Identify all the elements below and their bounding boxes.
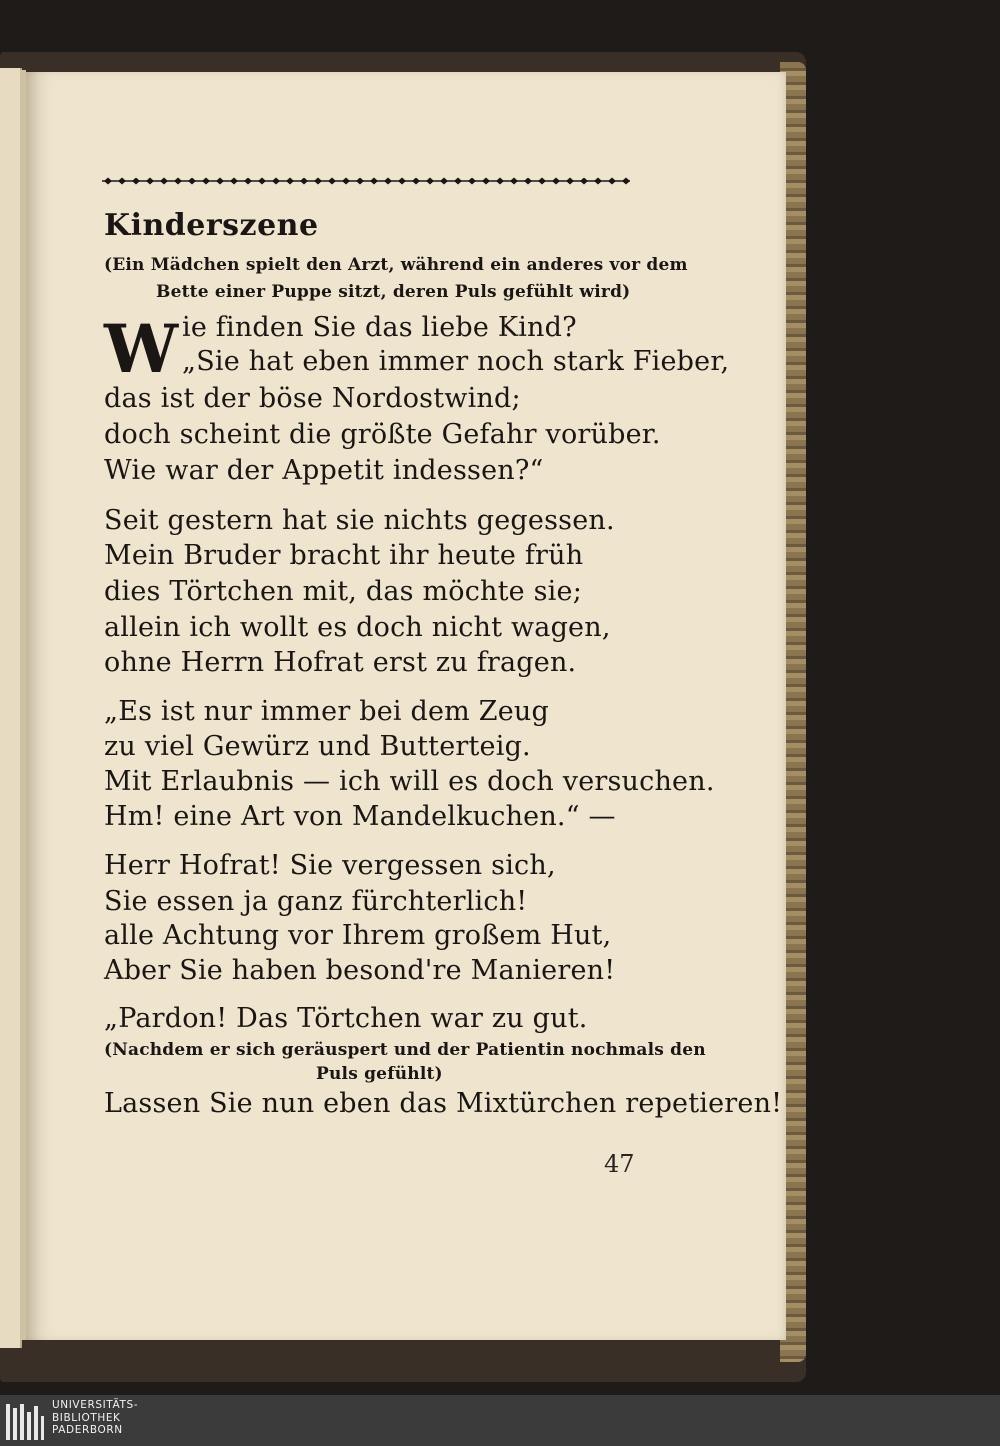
ornament-diamond: [216, 178, 224, 185]
verse-line: das ist der böse Nordostwind;: [104, 383, 521, 414]
ornament-diamond: [118, 178, 126, 185]
library-name: [52, 1399, 138, 1437]
ornament-diamond: [370, 178, 378, 185]
ornament-diamond: [566, 178, 574, 185]
ornament-diamond: [622, 178, 630, 185]
verse-line: Herr Hofrat! Sie vergessen sich,: [104, 850, 556, 881]
ornament-diamond: [412, 178, 420, 185]
stage-direction-line: (Ein Mädchen spielt den Arzt, während ein anderes vor dem: [104, 255, 688, 275]
ornament-diamond: [454, 178, 462, 185]
verse-line: zu viel Gewürz und Butterteig.: [104, 731, 531, 762]
ornament-diamond: [314, 178, 322, 185]
ornament-diamond: [174, 178, 182, 185]
ornament-diamond: [342, 178, 350, 185]
ornament-diamond: [426, 178, 434, 185]
ornament-diamond: [524, 178, 532, 185]
verse-line: alle Achtung vor Ihrem großem Hut,: [104, 920, 612, 951]
ornament-diamond: [440, 178, 448, 185]
verse-line: „Pardon! Das Törtchen war zu gut.: [104, 1003, 588, 1034]
verse-line: dies Törtchen mit, das möchte sie;: [104, 576, 582, 607]
ornament-diamond: [510, 178, 518, 185]
library-name-line: PADERBORN: [52, 1424, 123, 1436]
verse-line: Mein Bruder bracht ihr heute früh: [104, 540, 584, 571]
ornament-diamond: [468, 178, 476, 185]
ornament-diamond: [356, 178, 364, 185]
page-number: 47: [604, 1150, 635, 1178]
verse-line: doch scheint die größte Gefahr vorüber.: [104, 419, 661, 450]
ornament-diamond: [300, 178, 308, 185]
stage-direction-line: Puls gefühlt): [316, 1064, 443, 1084]
ornament-diamond: [538, 178, 546, 185]
ornament-diamond: [482, 178, 490, 185]
verse-line: Wie war der Appetit indessen?“: [104, 455, 544, 486]
verse-line: allein ich wollt es doch nicht wagen,: [104, 612, 611, 643]
ornament-diamond: [580, 178, 588, 185]
ornament-diamond: [594, 178, 602, 185]
verse-line: „Sie hat eben immer noch stark Fieber,: [182, 346, 730, 377]
ornament-diamond: [160, 178, 168, 185]
ornament-diamond: [398, 178, 406, 185]
library-name-line: BIBLIOTHEK: [52, 1411, 121, 1424]
verse-line: Lassen Sie nun eben das Mixtürchen repetieren!: [104, 1088, 783, 1119]
ornament-diamond: [552, 178, 560, 185]
verse-line: „Es ist nur immer bei dem Zeug: [104, 696, 549, 727]
verse-line: ohne Herrn Hofrat erst zu fragen.: [104, 647, 577, 678]
ornament-diamond: [146, 178, 154, 185]
verse-line: Sie essen ja ganz fürchterlich!: [104, 886, 528, 917]
ornament-diamond: [230, 178, 238, 185]
ornament-diamond: [258, 178, 266, 185]
library-name-line: UNIVERSITÄTS-: [52, 1399, 139, 1411]
library-footer-bar: [0, 1395, 1000, 1446]
verse-line: ie finden Sie das liebe Kind?: [182, 312, 577, 343]
ornament-diamond: [244, 178, 252, 185]
ornament-diamond: [328, 178, 336, 185]
ornament-diamond: [104, 178, 112, 185]
ornament-diamond: [132, 178, 140, 185]
stage-direction-line: Bette einer Puppe sitzt, deren Puls gefühlt wird): [156, 282, 631, 302]
poem-title: Kinderszene: [104, 208, 319, 243]
ornament-divider: [102, 177, 630, 185]
ornament-diamond: [384, 178, 392, 185]
ornament-diamond: [202, 178, 210, 185]
drop-cap-initial: W: [104, 310, 179, 388]
verse-line: Seit gestern hat sie nichts gegessen.: [104, 505, 615, 536]
verse-line: Aber Sie haben besond're Manieren!: [104, 955, 616, 986]
stage-direction-line: (Nachdem er sich geräuspert und der Patientin nochmals den: [104, 1040, 706, 1060]
left-page-edge: [0, 68, 22, 1348]
ornament-diamond: [286, 178, 294, 185]
verse-line: Mit Erlaubnis — ich will es doch versuchen.: [104, 766, 715, 797]
ornament-diamond: [272, 178, 280, 185]
ornament-diamond: [188, 178, 196, 185]
verse-line: Hm! eine Art von Mandelkuchen.“ —: [104, 801, 616, 832]
ornament-diamond: [496, 178, 504, 185]
ornament-diamond: [608, 178, 616, 185]
library-logo-icon: [4, 1402, 46, 1442]
